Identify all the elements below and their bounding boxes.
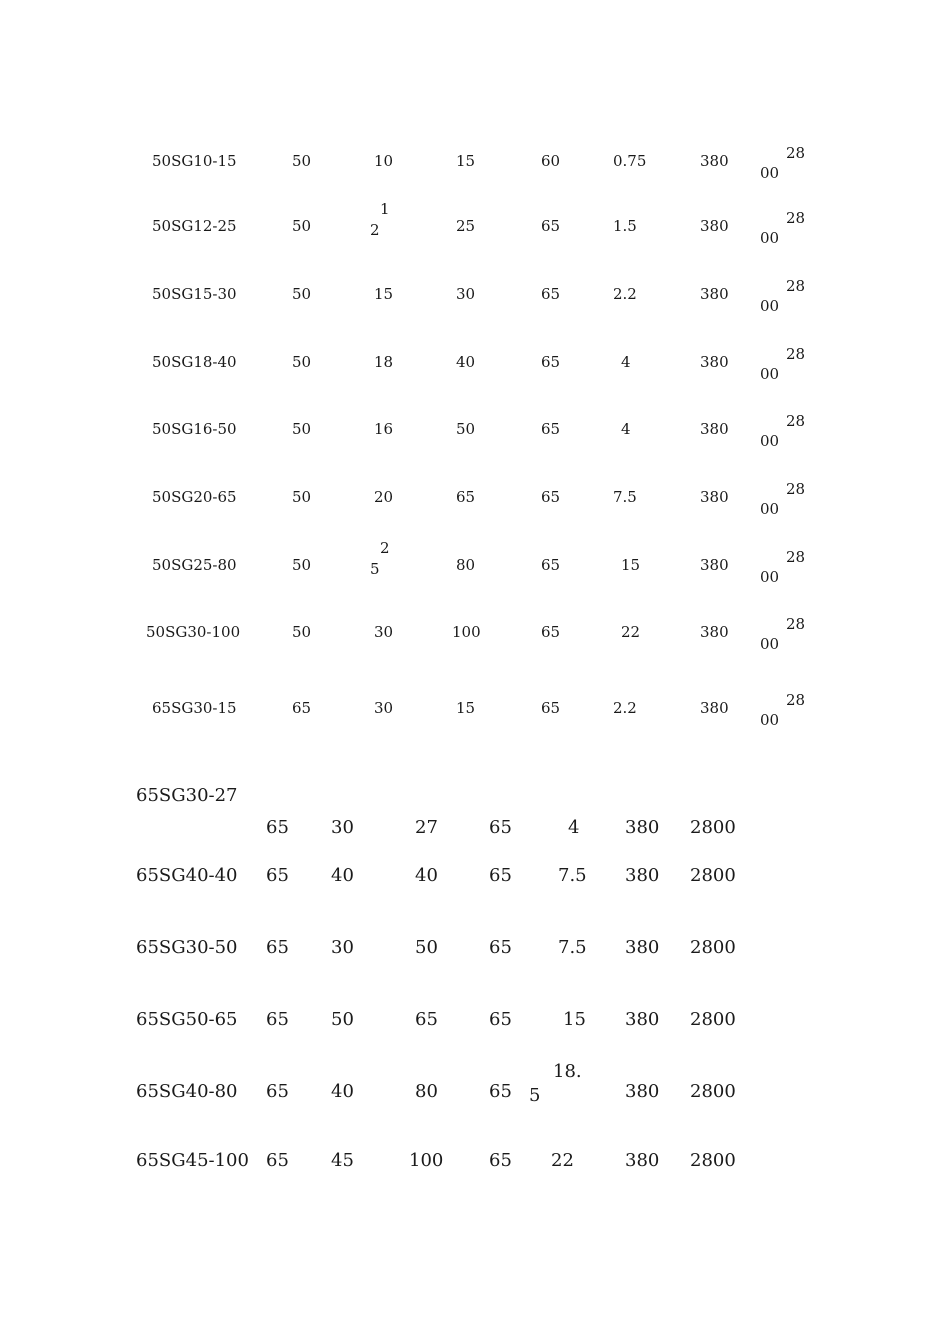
- speed-cell-part-1: 28: [786, 548, 806, 566]
- diameter-cell: 65: [266, 817, 289, 838]
- head-cell: 50: [415, 937, 438, 958]
- speed-cell-part-2: 00: [760, 568, 780, 586]
- model-cell: 65SG30-50: [136, 937, 238, 958]
- table-row: [0, 345, 950, 395]
- table-row: [0, 277, 950, 327]
- diameter-cell: 50: [292, 217, 312, 235]
- efficiency-cell: 60: [541, 152, 561, 170]
- flow-cell: 40: [331, 1081, 354, 1102]
- efficiency-cell: 65: [541, 353, 561, 371]
- head-cell: 27: [415, 817, 438, 838]
- table-row: [0, 144, 950, 194]
- power-cell-part-2: 5: [529, 1085, 541, 1106]
- speed-cell-part-2: 00: [760, 365, 780, 383]
- table-row: [0, 1152, 950, 1192]
- power-cell: 22: [621, 623, 641, 641]
- power-cell: 1.5: [613, 217, 637, 235]
- diameter-cell: 50: [292, 152, 312, 170]
- power-cell: 7.5: [558, 865, 587, 886]
- flow-cell: 30: [374, 623, 394, 641]
- head-cell: 40: [456, 353, 476, 371]
- voltage-cell: 380: [700, 623, 729, 641]
- table-row: [0, 200, 950, 259]
- table-row: [0, 412, 950, 462]
- diameter-cell: 50: [292, 623, 312, 641]
- speed-cell-part-1: 28: [786, 615, 806, 633]
- power-cell: 22: [551, 1150, 574, 1171]
- voltage-cell: 380: [625, 1150, 660, 1171]
- speed-cell-part-1: 28: [786, 345, 806, 363]
- table-row: [0, 615, 950, 665]
- voltage-cell: 380: [700, 699, 729, 717]
- voltage-cell: 380: [700, 420, 729, 438]
- model-cell: 50SG25-80: [152, 556, 237, 574]
- efficiency-cell: 65: [541, 699, 561, 717]
- head-cell: 65: [415, 1009, 438, 1030]
- model-cell: 50SG15-30: [152, 285, 237, 303]
- head-cell: 25: [456, 217, 476, 235]
- speed-cell-part-1: 28: [786, 480, 806, 498]
- power-cell-part-1: 18.: [553, 1061, 582, 1082]
- power-cell: 7.5: [558, 937, 587, 958]
- model-cell: 50SG30-100: [146, 623, 241, 641]
- speed-cell-part-1: 28: [786, 412, 806, 430]
- head-cell: 100: [409, 1150, 444, 1171]
- power-cell: 15: [621, 556, 641, 574]
- model-cell: 50SG16-50: [152, 420, 237, 438]
- voltage-cell: 380: [625, 817, 660, 838]
- speed-cell-part-2: 00: [760, 432, 780, 450]
- speed-cell: 2800: [690, 865, 736, 886]
- table-row: [0, 691, 950, 741]
- voltage-cell: 380: [625, 937, 660, 958]
- diameter-cell: 65: [266, 1081, 289, 1102]
- efficiency-cell: 65: [489, 817, 512, 838]
- diameter-cell: 50: [292, 488, 312, 506]
- speed-cell-part-1: 28: [786, 144, 806, 162]
- voltage-cell: 380: [700, 556, 729, 574]
- model-cell: 65SG30-27: [136, 785, 238, 806]
- voltage-cell: 380: [700, 285, 729, 303]
- speed-cell-part-1: 28: [786, 209, 806, 227]
- model-cell: 50SG20-65: [152, 488, 237, 506]
- speed-cell: 2800: [690, 1150, 736, 1171]
- table-row: [0, 1011, 950, 1051]
- flow-cell-part-2: 2: [370, 221, 380, 239]
- diameter-cell: 65: [266, 937, 289, 958]
- flow-cell-part-2: 5: [370, 560, 380, 578]
- speed-cell-part-2: 00: [760, 711, 780, 729]
- head-cell: 50: [456, 420, 476, 438]
- power-cell: 2.2: [613, 699, 637, 717]
- speed-cell: 2800: [690, 817, 736, 838]
- flow-cell: 15: [374, 285, 394, 303]
- flow-cell: 20: [374, 488, 394, 506]
- head-cell: 80: [456, 556, 476, 574]
- flow-cell-part-1: 1: [380, 200, 390, 218]
- power-cell: 4: [621, 420, 631, 438]
- model-cell: 50SG12-25: [152, 217, 237, 235]
- model-cell: 65SG30-15: [152, 699, 237, 717]
- head-cell: 100: [452, 623, 481, 641]
- diameter-cell: 50: [292, 285, 312, 303]
- efficiency-cell: 65: [541, 556, 561, 574]
- speed-cell: 2800: [690, 1081, 736, 1102]
- power-cell: 4: [568, 817, 580, 838]
- model-cell: 50SG18-40: [152, 353, 237, 371]
- efficiency-cell: 65: [541, 420, 561, 438]
- table-row: [0, 867, 950, 907]
- efficiency-cell: 65: [489, 865, 512, 886]
- flow-cell: 30: [331, 817, 354, 838]
- speed-cell-part-1: 28: [786, 277, 806, 295]
- flow-cell: 18: [374, 353, 394, 371]
- voltage-cell: 380: [625, 1009, 660, 1030]
- efficiency-cell: 65: [489, 1081, 512, 1102]
- efficiency-cell: 65: [541, 217, 561, 235]
- diameter-cell: 65: [266, 1009, 289, 1030]
- model-cell: 65SG40-40: [136, 865, 238, 886]
- power-cell: 7.5: [613, 488, 637, 506]
- diameter-cell: 50: [292, 556, 312, 574]
- model-cell: 50SG10-15: [152, 152, 237, 170]
- diameter-cell: 65: [292, 699, 312, 717]
- voltage-cell: 380: [700, 152, 729, 170]
- speed-cell: 2800: [690, 1009, 736, 1030]
- efficiency-cell: 65: [489, 1150, 512, 1171]
- table-row: [0, 939, 950, 979]
- power-cell: 0.75: [613, 152, 647, 170]
- efficiency-cell: 65: [541, 623, 561, 641]
- speed-cell-part-2: 00: [760, 297, 780, 315]
- table-row: [0, 1061, 950, 1123]
- efficiency-cell: 65: [489, 937, 512, 958]
- speed-cell-part-2: 00: [760, 164, 780, 182]
- speed-cell-part-2: 00: [760, 635, 780, 653]
- efficiency-cell: 65: [541, 285, 561, 303]
- voltage-cell: 380: [700, 217, 729, 235]
- flow-cell: 10: [374, 152, 394, 170]
- voltage-cell: 380: [625, 865, 660, 886]
- speed-cell-part-2: 00: [760, 500, 780, 518]
- diameter-cell: 50: [292, 420, 312, 438]
- head-cell: 80: [415, 1081, 438, 1102]
- model-cell: 65SG40-80: [136, 1081, 238, 1102]
- table-row: [0, 480, 950, 530]
- voltage-cell: 380: [700, 488, 729, 506]
- flow-cell-part-1: 2: [380, 539, 390, 557]
- power-cell: 4: [621, 353, 631, 371]
- head-cell: 30: [456, 285, 476, 303]
- flow-cell: 45: [331, 1150, 354, 1171]
- speed-cell-part-1: 28: [786, 691, 806, 709]
- flow-cell: 30: [374, 699, 394, 717]
- head-cell: 15: [456, 699, 476, 717]
- speed-cell-part-2: 00: [760, 229, 780, 247]
- flow-cell: 30: [331, 937, 354, 958]
- diameter-cell: 65: [266, 1150, 289, 1171]
- head-cell: 40: [415, 865, 438, 886]
- power-cell: 2.2: [613, 285, 637, 303]
- voltage-cell: 380: [700, 353, 729, 371]
- table-row: [0, 819, 950, 859]
- model-cell: 65SG45-100: [136, 1150, 249, 1171]
- table-row: [0, 539, 950, 598]
- head-cell: 15: [456, 152, 476, 170]
- flow-cell: 40: [331, 865, 354, 886]
- voltage-cell: 380: [625, 1081, 660, 1102]
- head-cell: 65: [456, 488, 476, 506]
- flow-cell: 16: [374, 420, 394, 438]
- flow-cell: 50: [331, 1009, 354, 1030]
- diameter-cell: 65: [266, 865, 289, 886]
- efficiency-cell: 65: [541, 488, 561, 506]
- efficiency-cell: 65: [489, 1009, 512, 1030]
- model-cell: 65SG50-65: [136, 1009, 238, 1030]
- diameter-cell: 50: [292, 353, 312, 371]
- speed-cell: 2800: [690, 937, 736, 958]
- power-cell: 15: [563, 1009, 586, 1030]
